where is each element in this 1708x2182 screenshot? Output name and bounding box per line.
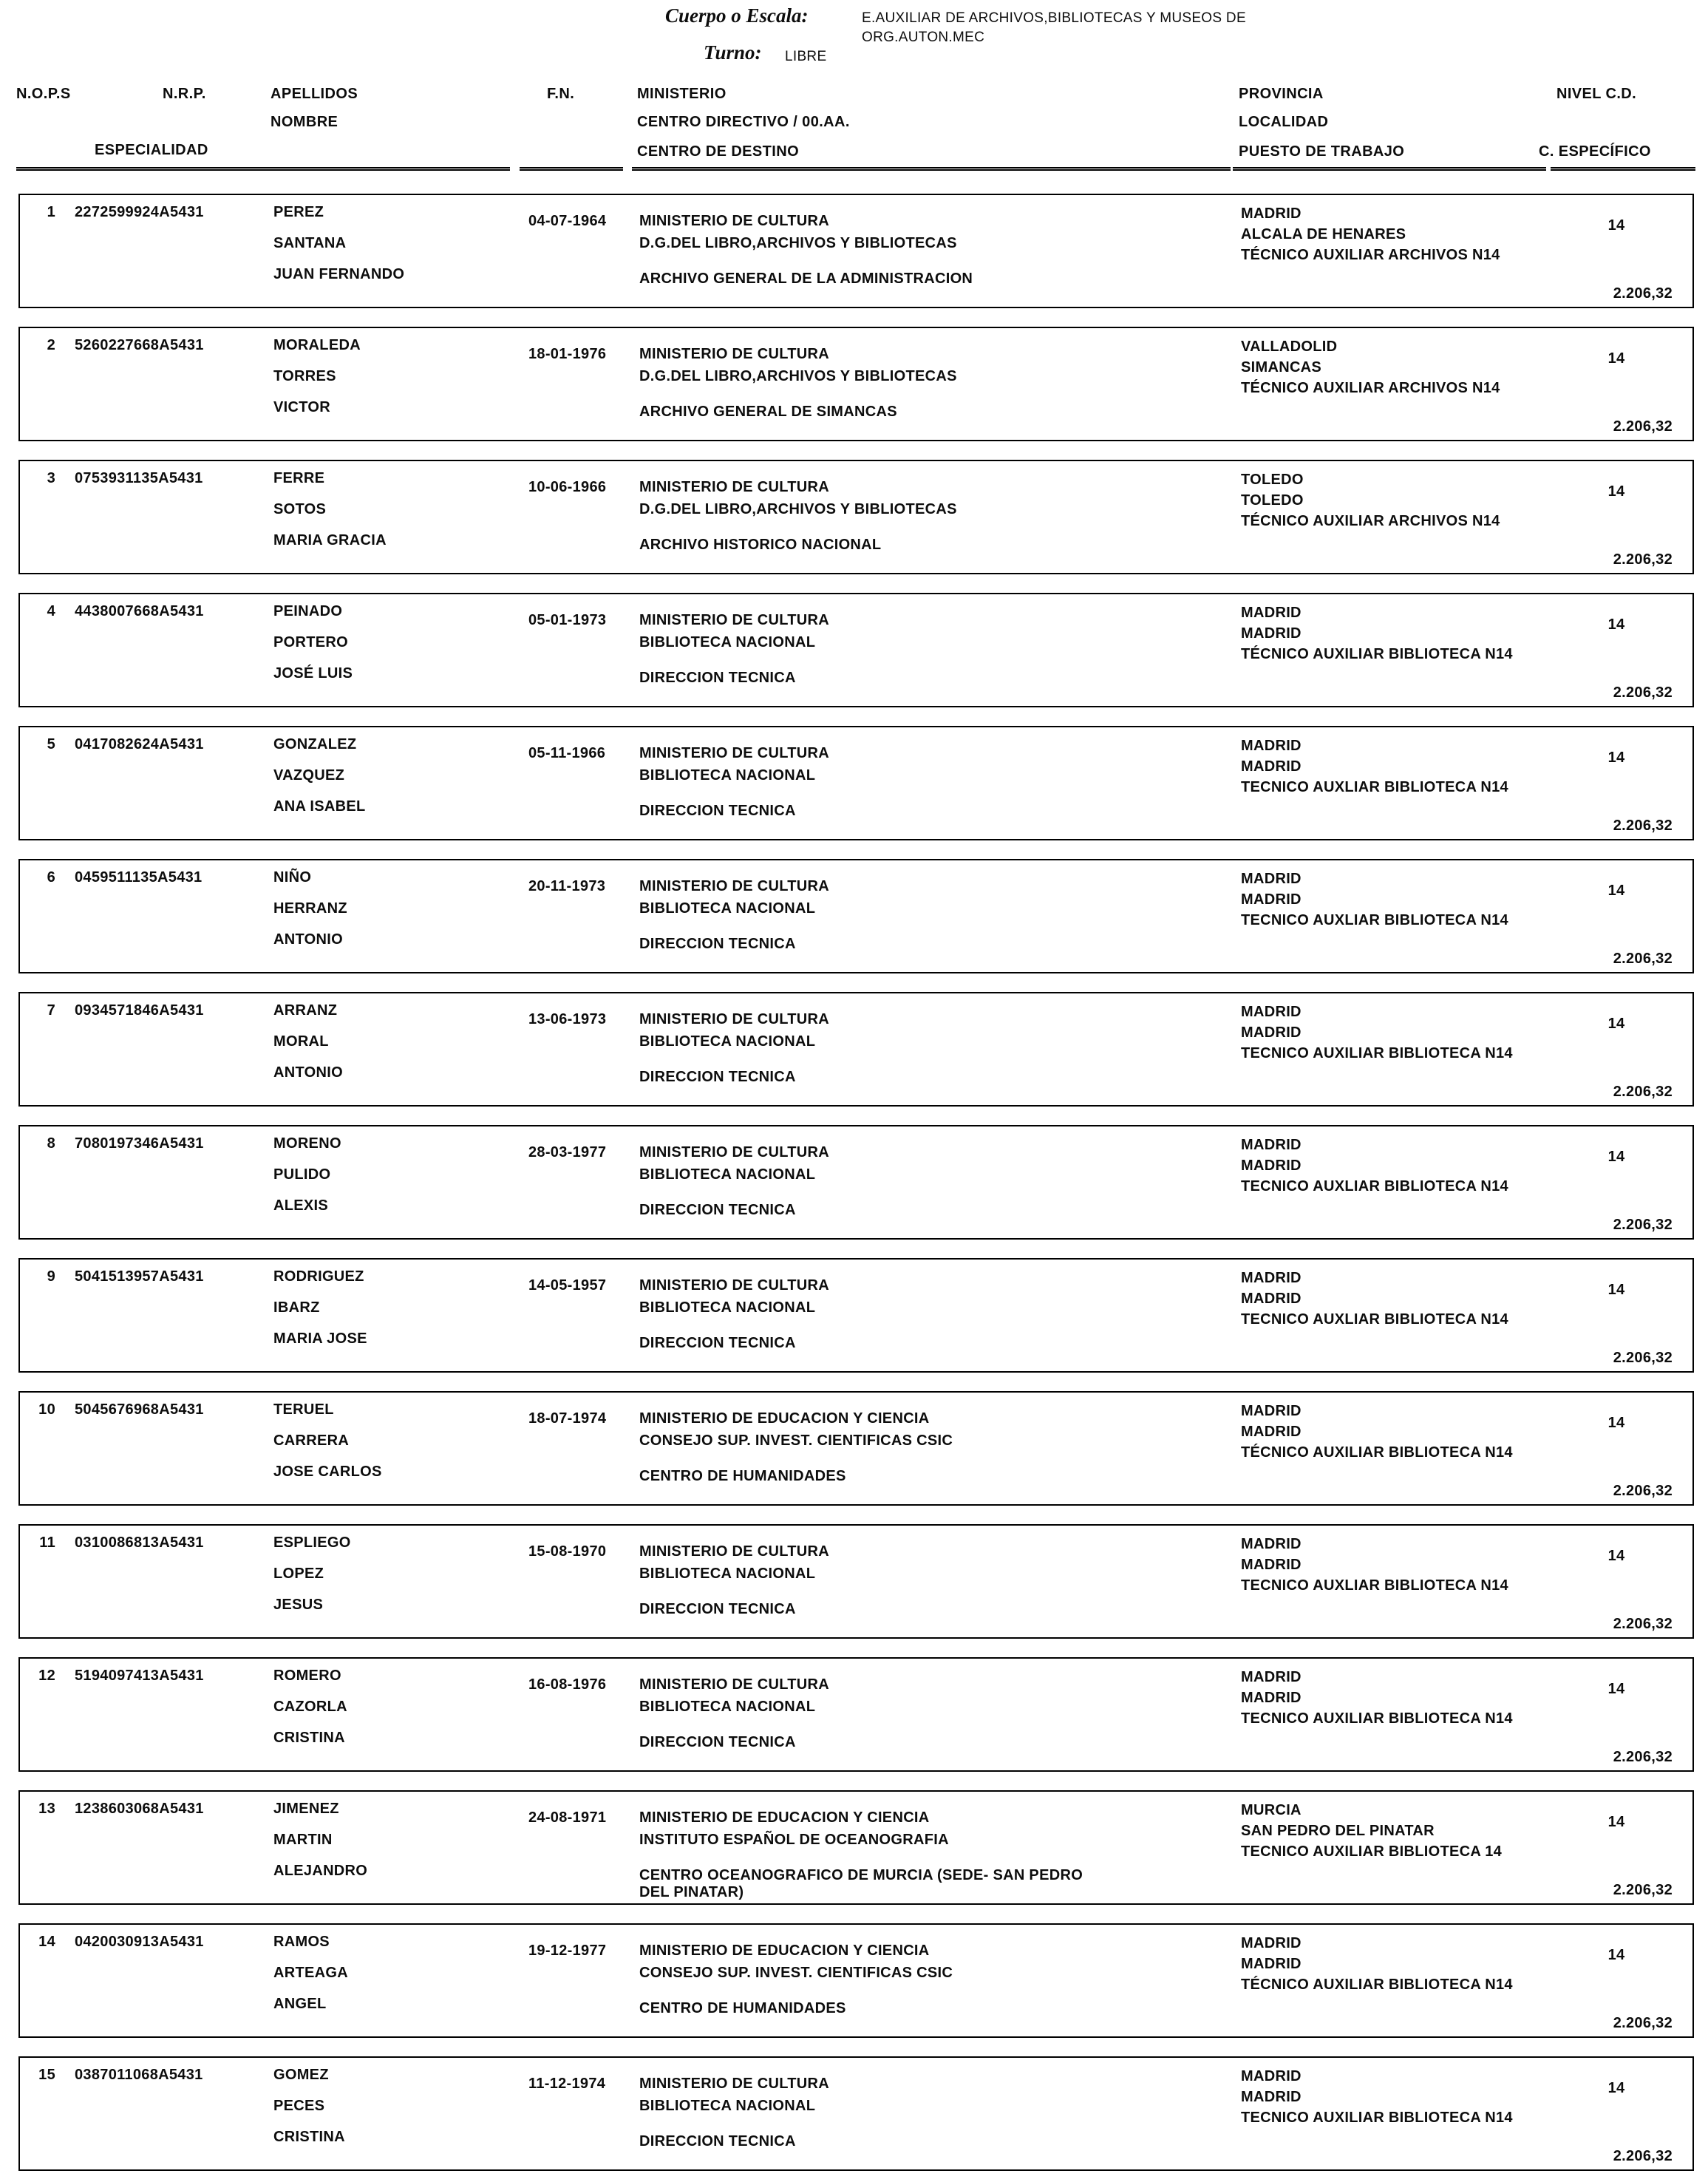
cell-given-name: MARIA GRACIA	[273, 532, 387, 548]
cell-given-name: CRISTINA	[273, 2129, 345, 2145]
cell-localidad: MADRID	[1241, 1424, 1302, 1440]
cell-centro-destino: DIRECCION TECNICA	[639, 2133, 796, 2149]
table-row	[18, 593, 1694, 707]
cell-birthdate: 18-07-1974	[528, 1410, 607, 1427]
cell-especifico: 2.206,32	[1613, 951, 1673, 967]
cell-especifico: 2.206,32	[1613, 1217, 1673, 1233]
cell-nrp: 7080197346A5431	[75, 1135, 204, 1152]
cell-especifico: 2.206,32	[1613, 1749, 1673, 1765]
cell-surname2: SANTANA	[273, 235, 347, 251]
cell-surname2: CARRERA	[273, 1432, 350, 1449]
cell-nops: 5	[47, 736, 55, 752]
cell-nivel: 14	[1607, 1814, 1625, 1830]
cell-localidad: MADRID	[1241, 1024, 1302, 1041]
cell-nops: 3	[47, 470, 55, 486]
cell-birthdate: 10-06-1966	[528, 479, 607, 495]
cell-nops: 7	[47, 1002, 55, 1019]
cell-surname1: RAMOS	[273, 1934, 330, 1950]
cell-given-name: MARIA JOSE	[273, 1330, 367, 1347]
cell-centro-destino: CENTRO DE HUMANIDADES	[639, 1468, 846, 1484]
cell-centro-destino: DIRECCION TECNICA	[639, 803, 796, 819]
cell-nops: 11	[39, 1534, 55, 1551]
cell-centro-destino: DIRECCION TECNICA	[639, 1069, 796, 1085]
cell-provincia: MADRID	[1241, 1669, 1302, 1685]
cell-ministerio: MINISTERIO DE CULTURA	[639, 2076, 830, 2092]
cell-especifico: 2.206,32	[1613, 551, 1673, 568]
cell-nrp: 2272599924A5431	[75, 204, 204, 220]
cell-puesto: TECNICO AUXILIAR BIBLIOTECA N14	[1241, 2110, 1513, 2126]
cell-given-name: CRISTINA	[273, 1730, 345, 1746]
cell-nrp: 0310086813A5431	[75, 1534, 204, 1551]
cell-nivel: 14	[1607, 217, 1625, 234]
cell-nops: 10	[38, 1401, 55, 1418]
cell-centro-directivo: BIBLIOTECA NACIONAL	[639, 1166, 816, 1183]
cell-especifico: 2.206,32	[1613, 2148, 1673, 2164]
cell-given-name: ALEJANDRO	[273, 1863, 368, 1879]
cell-centro-destino: DIRECCION TECNICA	[639, 1734, 796, 1750]
cell-surname2: PORTERO	[273, 634, 348, 650]
cell-centro-destino: CENTRO OCEANOGRAFICO DE MURCIA (SEDE- SAN PEDRO DEL PINATAR)	[639, 1867, 1083, 1900]
cell-centro-destino: DIRECCION TECNICA	[639, 670, 796, 686]
table-row	[18, 194, 1694, 308]
cell-birthdate: 14-05-1957	[528, 1277, 607, 1294]
cell-centro-directivo: BIBLIOTECA NACIONAL	[639, 767, 816, 784]
cell-surname2: SOTOS	[273, 501, 327, 517]
cell-nivel: 14	[1607, 2080, 1625, 2096]
cell-centro-destino: DIRECCION TECNICA	[639, 1202, 796, 1218]
cell-provincia: MADRID	[1241, 1004, 1302, 1020]
cell-provincia: MADRID	[1241, 1137, 1302, 1153]
cell-ministerio: MINISTERIO DE CULTURA	[639, 213, 830, 229]
cell-surname1: MORENO	[273, 1135, 341, 1152]
table-row	[18, 1923, 1694, 2038]
cell-puesto: TÉCNICO AUXILIAR BIBLIOTECA N14	[1241, 1977, 1513, 1993]
cell-surname1: ESPLIEGO	[273, 1534, 351, 1551]
cell-given-name: JOSE CARLOS	[273, 1464, 382, 1480]
header-rule-nivel	[1551, 167, 1695, 171]
cell-birthdate: 19-12-1977	[528, 1943, 607, 1959]
column-header-nombre: NOMBRE	[271, 114, 338, 130]
cell-puesto: TECNICO AUXILIAR BIBLIOTECA N14	[1241, 1710, 1513, 1727]
cell-surname2: VAZQUEZ	[273, 767, 345, 784]
cell-given-name: JOSÉ LUIS	[273, 665, 353, 682]
cell-nivel: 14	[1607, 1548, 1625, 1564]
column-header-centro-directivo: CENTRO DIRECTIVO / 00.AA.	[637, 114, 850, 130]
cell-ministerio: MINISTERIO DE CULTURA	[639, 745, 830, 761]
cell-localidad: MADRID	[1241, 891, 1302, 908]
cell-birthdate: 05-11-1966	[528, 745, 606, 761]
column-header-nops: N.O.P.S	[16, 86, 71, 102]
cell-given-name: ANA ISABEL	[273, 798, 366, 815]
cell-provincia: MADRID	[1241, 1403, 1302, 1419]
cell-puesto: TÉCNICO AUXILIAR ARCHIVOS N14	[1241, 380, 1500, 396]
table-row	[18, 1657, 1694, 1772]
cell-puesto: TECNICO AUXLIAR BIBLIOTECA N14	[1241, 1178, 1508, 1194]
table-row	[18, 726, 1694, 840]
cell-especifico: 2.206,32	[1613, 818, 1673, 834]
cell-ministerio: MINISTERIO DE CULTURA	[639, 1144, 830, 1160]
cell-given-name: VICTOR	[273, 399, 330, 415]
cell-nrp: 0459511135A5431	[75, 869, 203, 886]
cell-surname2: IBARZ	[273, 1299, 320, 1316]
cell-ministerio: MINISTERIO DE CULTURA	[639, 1676, 830, 1693]
cell-localidad: MADRID	[1241, 1158, 1302, 1174]
cell-nops: 13	[38, 1801, 55, 1817]
cell-centro-directivo: BIBLIOTECA NACIONAL	[639, 1033, 816, 1050]
cell-centro-directivo: BIBLIOTECA NACIONAL	[639, 1299, 816, 1316]
column-header-provincia: PROVINCIA	[1239, 86, 1324, 102]
cell-surname1: FERRE	[273, 470, 325, 486]
cell-nrp: 5260227668A5431	[75, 337, 204, 353]
cell-surname1: NIÑO	[273, 869, 312, 886]
cell-centro-destino: ARCHIVO GENERAL DE SIMANCAS	[639, 404, 897, 420]
cell-given-name: JESUS	[273, 1597, 324, 1613]
column-header-apellidos: APELLIDOS	[271, 86, 358, 102]
cell-surname1: MORALEDA	[273, 337, 361, 353]
cell-nrp: 5041513957A5431	[75, 1268, 204, 1285]
column-header-puesto: PUESTO DE TRABAJO	[1239, 143, 1405, 160]
cell-surname1: RODRIGUEZ	[273, 1268, 364, 1285]
cell-centro-destino: DIRECCION TECNICA	[639, 1601, 796, 1617]
cell-surname1: TERUEL	[273, 1401, 334, 1418]
cell-surname2: HERRANZ	[273, 900, 347, 917]
cell-especifico: 2.206,32	[1613, 1350, 1673, 1366]
cell-nops: 4	[47, 603, 55, 619]
cell-birthdate: 05-01-1973	[528, 612, 607, 628]
cell-provincia: MADRID	[1241, 205, 1302, 222]
cell-provincia: MADRID	[1241, 1536, 1302, 1552]
cell-centro-directivo: D.G.DEL LIBRO,ARCHIVOS Y BIBLIOTECAS	[639, 368, 957, 384]
cell-surname2: MORAL	[273, 1033, 329, 1050]
cell-centro-directivo: BIBLIOTECA NACIONAL	[639, 900, 816, 917]
cell-ministerio: MINISTERIO DE CULTURA	[639, 612, 830, 628]
cell-centro-destino: DIRECCION TECNICA	[639, 936, 796, 952]
cell-ministerio: MINISTERIO DE CULTURA	[639, 878, 830, 894]
cell-centro-directivo: D.G.DEL LIBRO,ARCHIVOS Y BIBLIOTECAS	[639, 235, 957, 251]
cell-birthdate: 13-06-1973	[528, 1011, 607, 1027]
cuerpo-escala-value-line2: ORG.AUTON.MEC	[862, 30, 985, 45]
cell-centro-destino: ARCHIVO GENERAL DE LA ADMINISTRACION	[639, 271, 973, 287]
cell-nrp: 4438007668A5431	[75, 603, 204, 619]
cell-puesto: TECNICO AUXLIAR BIBLIOTECA N14	[1241, 779, 1508, 795]
cell-centro-directivo: INSTITUTO ESPAÑOL DE OCEANOGRAFIA	[639, 1832, 949, 1848]
cell-localidad: SIMANCAS	[1241, 359, 1322, 375]
cell-centro-directivo: D.G.DEL LIBRO,ARCHIVOS Y BIBLIOTECAS	[639, 501, 957, 517]
table-row	[18, 859, 1694, 973]
cell-nivel: 14	[1607, 1149, 1625, 1165]
cell-especifico: 2.206,32	[1613, 684, 1673, 701]
cell-nivel: 14	[1607, 616, 1625, 633]
cell-centro-destino: CENTRO DE HUMANIDADES	[639, 2000, 846, 2016]
cell-surname2: PECES	[273, 2098, 325, 2114]
cell-provincia: MADRID	[1241, 2068, 1302, 2084]
cell-provincia: MADRID	[1241, 605, 1302, 621]
header-rule-names	[16, 167, 510, 171]
cell-surname2: PULIDO	[273, 1166, 331, 1183]
header-rule-ministerio	[632, 167, 1231, 171]
cell-localidad: MADRID	[1241, 1557, 1302, 1573]
column-header-especifico: C. ESPECÍFICO	[1539, 143, 1651, 160]
cell-puesto: TÉCNICO AUXILIAR ARCHIVOS N14	[1241, 247, 1500, 263]
cell-provincia: MURCIA	[1241, 1802, 1302, 1818]
cell-puesto: TECNICO AUXLIAR BIBLIOTECA N14	[1241, 1577, 1508, 1594]
cell-puesto: TECNICO AUXILIAR BIBLIOTECA N14	[1241, 1045, 1513, 1061]
cell-localidad: MADRID	[1241, 758, 1302, 775]
cell-centro-directivo: BIBLIOTECA NACIONAL	[639, 634, 816, 650]
cell-birthdate: 16-08-1976	[528, 1676, 607, 1693]
column-header-especialidad: ESPECIALIDAD	[95, 142, 208, 158]
cell-puesto: TÉCNICO AUXILIAR BIBLIOTECA N14	[1241, 1444, 1513, 1461]
table-row	[18, 1790, 1694, 1905]
cell-birthdate: 04-07-1964	[528, 213, 607, 229]
cell-ministerio: MINISTERIO DE CULTURA	[639, 1277, 830, 1294]
cell-provincia: TOLEDO	[1241, 472, 1304, 488]
cell-surname1: PEREZ	[273, 204, 324, 220]
cell-nrp: 0420030913A5431	[75, 1934, 204, 1950]
cell-nivel: 14	[1607, 1681, 1625, 1697]
cell-especifico: 2.206,32	[1613, 2015, 1673, 2031]
cell-provincia: MADRID	[1241, 738, 1302, 754]
cell-nivel: 14	[1607, 1016, 1625, 1032]
cell-birthdate: 20-11-1973	[528, 878, 606, 894]
cell-nivel: 14	[1607, 483, 1625, 500]
cell-given-name: ANTONIO	[273, 1064, 343, 1081]
cell-surname1: GONZALEZ	[273, 736, 357, 752]
cell-given-name: ALEXIS	[273, 1197, 329, 1214]
cell-provincia: MADRID	[1241, 1935, 1302, 1951]
cell-surname2: LOPEZ	[273, 1566, 324, 1582]
turno-value: LIBRE	[785, 49, 827, 64]
table-row	[18, 1524, 1694, 1639]
cell-nops: 8	[47, 1135, 55, 1152]
cell-provincia: MADRID	[1241, 871, 1302, 887]
cell-ministerio: MINISTERIO DE CULTURA	[639, 346, 830, 362]
cell-localidad: ALCALA DE HENARES	[1241, 226, 1406, 242]
cell-centro-directivo: CONSEJO SUP. INVEST. CIENTIFICAS CSIC	[639, 1965, 953, 1981]
cell-nrp: 0387011068A5431	[75, 2067, 203, 2083]
table-row	[18, 1258, 1694, 1373]
cell-nivel: 14	[1607, 750, 1625, 766]
cell-centro-directivo: CONSEJO SUP. INVEST. CIENTIFICAS CSIC	[639, 1432, 953, 1449]
cell-birthdate: 18-01-1976	[528, 346, 607, 362]
cell-surname2: CAZORLA	[273, 1699, 347, 1715]
cell-especifico: 2.206,32	[1613, 418, 1673, 435]
cell-nops: 9	[47, 1268, 55, 1285]
header-rule-provincia	[1233, 167, 1546, 171]
cell-surname1: ARRANZ	[273, 1002, 338, 1019]
cell-nops: 14	[38, 1934, 55, 1950]
column-header-centro-destino: CENTRO DE DESTINO	[637, 143, 800, 160]
table-row	[18, 2056, 1694, 2171]
cell-localidad: MADRID	[1241, 1291, 1302, 1307]
cell-localidad: MADRID	[1241, 1956, 1302, 1972]
cell-localidad: MADRID	[1241, 2089, 1302, 2105]
cell-nrp: 0753931135A5431	[75, 470, 203, 486]
column-header-localidad: LOCALIDAD	[1239, 114, 1329, 130]
cuerpo-escala-label: Cuerpo o Escala:	[665, 4, 809, 27]
cell-surname2: MARTIN	[273, 1832, 333, 1848]
cell-given-name: JUAN FERNANDO	[273, 266, 405, 282]
cell-provincia: VALLADOLID	[1241, 339, 1338, 355]
cell-nrp: 0934571846A5431	[75, 1002, 204, 1019]
cell-birthdate: 11-12-1974	[528, 2076, 606, 2092]
cell-ministerio: MINISTERIO DE EDUCACION Y CIENCIA	[639, 1943, 930, 1959]
column-header-ministerio: MINISTERIO	[637, 86, 727, 102]
cell-centro-destino: ARCHIVO HISTORICO NACIONAL	[639, 537, 882, 553]
cell-centro-destino: DIRECCION TECNICA	[639, 1335, 796, 1351]
cell-especifico: 2.206,32	[1613, 285, 1673, 302]
cell-puesto: TÉCNICO AUXILIAR BIBLIOTECA N14	[1241, 646, 1513, 662]
cell-especifico: 2.206,32	[1613, 1483, 1673, 1499]
cell-nrp: 5045676968A5431	[75, 1401, 204, 1418]
cell-especifico: 2.206,32	[1613, 1084, 1673, 1100]
turno-label: Turno:	[704, 41, 762, 64]
cell-ministerio: MINISTERIO DE CULTURA	[639, 1011, 830, 1027]
cell-ministerio: MINISTERIO DE CULTURA	[639, 479, 830, 495]
table-row	[18, 327, 1694, 441]
cell-nops: 1	[47, 204, 55, 220]
cell-nivel: 14	[1607, 1947, 1625, 1963]
cell-given-name: ANGEL	[273, 1996, 327, 2012]
cell-puesto: TECNICO AUXLIAR BIBLIOTECA N14	[1241, 1311, 1508, 1328]
cell-puesto: TÉCNICO AUXILIAR ARCHIVOS N14	[1241, 513, 1500, 529]
cell-given-name: ANTONIO	[273, 931, 343, 948]
table-row	[18, 1125, 1694, 1240]
cell-centro-directivo: BIBLIOTECA NACIONAL	[639, 2098, 816, 2114]
cell-centro-directivo: BIBLIOTECA NACIONAL	[639, 1566, 816, 1582]
cell-nivel: 14	[1607, 1415, 1625, 1431]
cell-nops: 2	[47, 337, 55, 353]
cell-nivel: 14	[1607, 1282, 1625, 1298]
cell-localidad: MADRID	[1241, 625, 1302, 642]
cell-nrp: 5194097413A5431	[75, 1668, 204, 1684]
cell-nops: 15	[38, 2067, 55, 2083]
records-list	[0, 194, 1708, 2182]
cuerpo-escala-value-line1: E.AUXILIAR DE ARCHIVOS,BIBLIOTECAS Y MUSEOS DE	[862, 10, 1246, 26]
cell-surname2: ARTEAGA	[273, 1965, 348, 1981]
header-rule-fn	[520, 167, 623, 171]
cell-nivel: 14	[1607, 883, 1625, 899]
cell-ministerio: MINISTERIO DE CULTURA	[639, 1543, 830, 1560]
cell-nops: 6	[47, 869, 55, 886]
cell-localidad: SAN PEDRO DEL PINATAR	[1241, 1823, 1435, 1839]
cell-surname1: JIMENEZ	[273, 1801, 339, 1817]
table-row	[18, 1391, 1694, 1506]
cell-surname1: PEINADO	[273, 603, 343, 619]
column-header-nrp: N.R.P.	[163, 86, 206, 102]
cell-provincia: MADRID	[1241, 1270, 1302, 1286]
cell-nrp: 0417082624A5431	[75, 736, 204, 752]
cell-centro-directivo: BIBLIOTECA NACIONAL	[639, 1699, 816, 1715]
cell-puesto: TECNICO AUXILIAR BIBLIOTECA 14	[1241, 1843, 1503, 1860]
cell-birthdate: 15-08-1970	[528, 1543, 607, 1560]
cell-especifico: 2.206,32	[1613, 1882, 1673, 1898]
cell-surname1: GOMEZ	[273, 2067, 329, 2083]
cell-birthdate: 28-03-1977	[528, 1144, 607, 1160]
cell-birthdate: 24-08-1971	[528, 1809, 607, 1826]
column-header-fn: F.N.	[547, 86, 575, 102]
cell-localidad: TOLEDO	[1241, 492, 1304, 509]
cell-especifico: 2.206,32	[1613, 1616, 1673, 1632]
table-row	[18, 992, 1694, 1107]
cell-surname2: TORRES	[273, 368, 336, 384]
column-header-nivel: NIVEL C.D.	[1556, 86, 1637, 102]
cell-nivel: 14	[1607, 350, 1625, 367]
cell-puesto: TECNICO AUXLIAR BIBLIOTECA N14	[1241, 912, 1508, 928]
cell-surname1: ROMERO	[273, 1668, 341, 1684]
cell-ministerio: MINISTERIO DE EDUCACION Y CIENCIA	[639, 1809, 930, 1826]
cell-localidad: MADRID	[1241, 1690, 1302, 1706]
cell-nops: 12	[38, 1668, 55, 1684]
cell-ministerio: MINISTERIO DE EDUCACION Y CIENCIA	[639, 1410, 930, 1427]
cell-nrp: 1238603068A5431	[75, 1801, 204, 1817]
table-row	[18, 460, 1694, 574]
